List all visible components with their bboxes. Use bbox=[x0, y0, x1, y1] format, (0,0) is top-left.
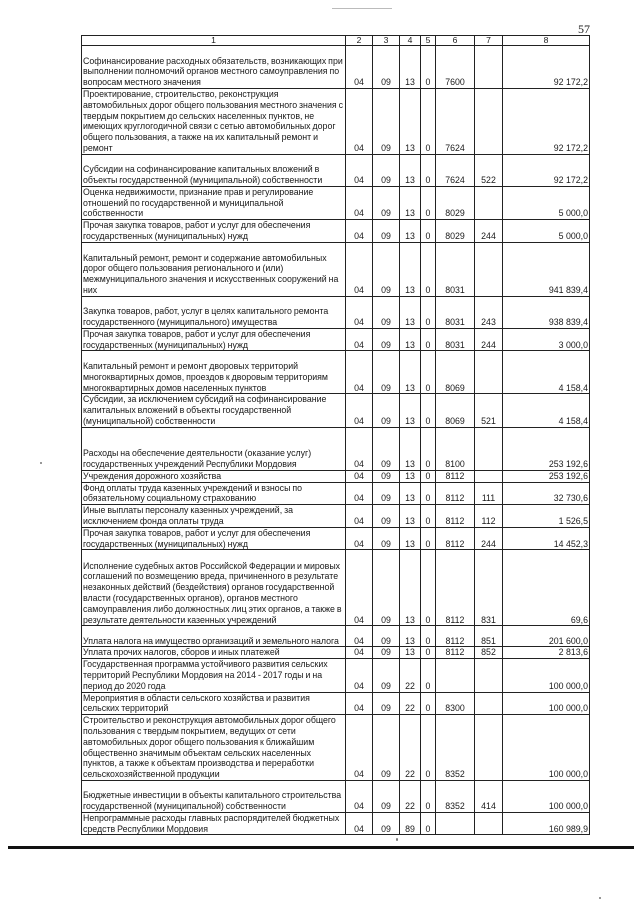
header-col-5: 5 bbox=[421, 36, 436, 46]
row-name: Учреждения дорожного хозяйства bbox=[82, 470, 346, 482]
row-name: Софинансирование расходных обязательств, возникающих при выполнении полномочий органов местного самоуправления по вопросам местного значения bbox=[82, 46, 346, 89]
code-subprogram: 0 bbox=[421, 812, 436, 835]
table-row bbox=[82, 482, 590, 505]
code-program: 22 bbox=[400, 692, 421, 715]
amount-cell: 5 000,0 bbox=[503, 220, 590, 243]
row-name: Исполнение судебных актов Российской Федерации и мировых соглашений по возмещению вреда, причиненного в результате незаконных действий (бездействия) органов государственной власти (государственных органов), органов местного самоуправления либо должностных лиц этих органов, а также в результате деятельности казенных учреждений bbox=[82, 550, 346, 626]
code-expense-type bbox=[475, 659, 503, 692]
amount-cell: 100 000,0 bbox=[503, 715, 590, 781]
table-row bbox=[82, 780, 590, 812]
table-row bbox=[82, 659, 590, 692]
code-section: 04 bbox=[346, 647, 373, 659]
table-row bbox=[82, 812, 590, 835]
table-row bbox=[82, 505, 590, 528]
code-program: 13 bbox=[400, 550, 421, 626]
row-name: Строительство и реконструкция автомобильных дорог общего пользования с твердым покрытием, ведущих от сети автомобильных дорог общего пользования к ближайшим общественно значимым объектам сельских населенных пунктов, а также к объектам производства и переработки сельскохозяйственной продукции bbox=[82, 715, 346, 781]
code-section: 04 bbox=[346, 46, 373, 89]
code-section: 04 bbox=[346, 186, 373, 219]
header-col-3: 3 bbox=[373, 36, 400, 46]
code-section: 04 bbox=[346, 154, 373, 186]
table-row bbox=[82, 328, 590, 351]
code-subsection: 09 bbox=[373, 647, 400, 659]
code-subprogram: 0 bbox=[421, 46, 436, 89]
code-subsection: 09 bbox=[373, 154, 400, 186]
code-program: 13 bbox=[400, 328, 421, 351]
code-expense-type bbox=[475, 46, 503, 89]
code-section: 04 bbox=[346, 220, 373, 243]
table-row bbox=[82, 550, 590, 626]
code-expense-type bbox=[475, 692, 503, 715]
code-subsection: 09 bbox=[373, 46, 400, 89]
code-subsection: 09 bbox=[373, 527, 400, 550]
code-program: 13 bbox=[400, 482, 421, 505]
amount-cell: 4 158,4 bbox=[503, 394, 590, 427]
table-row bbox=[82, 154, 590, 186]
row-name: Уплата налога на имущество организаций и земельного налога bbox=[82, 626, 346, 647]
code-direction: 8112 bbox=[436, 626, 475, 647]
row-name: Закупка товаров, работ, услуг в целях капитального ремонта государственного (муниципального) имущества bbox=[82, 296, 346, 328]
amount-cell: 92 172,2 bbox=[503, 154, 590, 186]
code-expense-type: 414 bbox=[475, 780, 503, 812]
code-expense-type bbox=[475, 470, 503, 482]
code-subsection: 09 bbox=[373, 351, 400, 394]
code-expense-type: 522 bbox=[475, 154, 503, 186]
code-section: 04 bbox=[346, 482, 373, 505]
code-direction: 8112 bbox=[436, 505, 475, 528]
amount-cell: 92 172,2 bbox=[503, 46, 590, 89]
code-expense-type: 831 bbox=[475, 550, 503, 626]
row-name: Фонд оплаты труда казенных учреждений и взносы по обязательному социальному страхованию bbox=[82, 482, 346, 505]
code-direction: 8029 bbox=[436, 186, 475, 219]
table-row bbox=[82, 427, 590, 470]
row-name: Расходы на обеспечение деятельности (оказание услуг) государственных учреждений Республики Мордовия bbox=[82, 427, 346, 470]
code-program: 13 bbox=[400, 470, 421, 482]
code-subprogram: 0 bbox=[421, 550, 436, 626]
code-subsection: 09 bbox=[373, 186, 400, 219]
code-expense-type bbox=[475, 427, 503, 470]
amount-cell: 160 989,9 bbox=[503, 812, 590, 835]
amount-cell: 2 813,6 bbox=[503, 647, 590, 659]
code-subprogram: 0 bbox=[421, 154, 436, 186]
code-section: 04 bbox=[346, 296, 373, 328]
code-subprogram: 0 bbox=[421, 647, 436, 659]
code-direction: 8112 bbox=[436, 550, 475, 626]
row-name: Бюджетные инвестиции в объекты капитального строительства государственной (муниципальной) собственности bbox=[82, 780, 346, 812]
code-section: 04 bbox=[346, 505, 373, 528]
table-row bbox=[82, 220, 590, 243]
code-direction: 8031 bbox=[436, 328, 475, 351]
code-expense-type bbox=[475, 186, 503, 219]
code-direction: 8112 bbox=[436, 527, 475, 550]
code-subsection: 09 bbox=[373, 505, 400, 528]
page-bottom-rule bbox=[8, 846, 634, 849]
table-row bbox=[82, 89, 590, 155]
code-expense-type: 851 bbox=[475, 626, 503, 647]
table-row bbox=[82, 242, 590, 296]
code-expense-type bbox=[475, 715, 503, 781]
table-row bbox=[82, 692, 590, 715]
amount-cell: 69,6 bbox=[503, 550, 590, 626]
amount-cell: 32 730,6 bbox=[503, 482, 590, 505]
code-expense-type: 852 bbox=[475, 647, 503, 659]
header-col-1: 1 bbox=[82, 36, 346, 46]
code-program: 13 bbox=[400, 527, 421, 550]
row-name: Капитальный ремонт, ремонт и содержание автомобильных дорог общего пользования регионального и (или) межмуниципального значения и искусственных сооружений на них bbox=[82, 242, 346, 296]
row-name: Субсидии, за исключением субсидий на софинансирование капитальных вложений в объекты государственной (муниципальной) собственности bbox=[82, 394, 346, 427]
code-expense-type: 243 bbox=[475, 296, 503, 328]
code-program: 13 bbox=[400, 427, 421, 470]
row-name: Иные выплаты персоналу казенных учреждений, за исключением фонда оплаты труда bbox=[82, 505, 346, 528]
code-expense-type bbox=[475, 242, 503, 296]
code-subprogram: 0 bbox=[421, 527, 436, 550]
code-section: 04 bbox=[346, 527, 373, 550]
scan-speck bbox=[396, 838, 398, 841]
code-program: 13 bbox=[400, 242, 421, 296]
code-section: 04 bbox=[346, 242, 373, 296]
amount-cell: 253 192,6 bbox=[503, 470, 590, 482]
code-expense-type: 244 bbox=[475, 328, 503, 351]
row-name: Уплата прочих налогов, сборов и иных платежей bbox=[82, 647, 346, 659]
code-expense-type bbox=[475, 89, 503, 155]
table-row bbox=[82, 626, 590, 647]
header-col-4: 4 bbox=[400, 36, 421, 46]
table-row bbox=[82, 527, 590, 550]
code-subsection: 09 bbox=[373, 427, 400, 470]
code-direction: 8112 bbox=[436, 482, 475, 505]
amount-cell: 100 000,0 bbox=[503, 659, 590, 692]
row-name: Прочая закупка товаров, работ и услуг для обеспечения государственных (муниципальных) нужд bbox=[82, 527, 346, 550]
code-direction: 7600 bbox=[436, 46, 475, 89]
code-subprogram: 0 bbox=[421, 692, 436, 715]
code-program: 22 bbox=[400, 659, 421, 692]
header-col-2: 2 bbox=[346, 36, 373, 46]
row-name: Прочая закупка товаров, работ и услуг для обеспечения государственных (муниципальных) нужд bbox=[82, 220, 346, 243]
code-subsection: 09 bbox=[373, 626, 400, 647]
code-subprogram: 0 bbox=[421, 482, 436, 505]
code-subprogram: 0 bbox=[421, 220, 436, 243]
amount-cell: 3 000,0 bbox=[503, 328, 590, 351]
row-name: Непрограммные расходы главных распорядителей бюджетных средств Республики Мордовия bbox=[82, 812, 346, 835]
table-row bbox=[82, 296, 590, 328]
code-direction: 8112 bbox=[436, 470, 475, 482]
page-number: 57 bbox=[578, 22, 590, 36]
code-direction: 7624 bbox=[436, 89, 475, 155]
code-program: 13 bbox=[400, 186, 421, 219]
table-row bbox=[82, 647, 590, 659]
amount-cell: 201 600,0 bbox=[503, 626, 590, 647]
row-name: Мероприятия в области сельского хозяйства и развития сельских территорий bbox=[82, 692, 346, 715]
code-subsection: 09 bbox=[373, 659, 400, 692]
code-expense-type: 112 bbox=[475, 505, 503, 528]
code-expense-type: 244 bbox=[475, 527, 503, 550]
amount-cell: 941 839,4 bbox=[503, 242, 590, 296]
scan-speck bbox=[599, 897, 601, 899]
code-subsection: 09 bbox=[373, 715, 400, 781]
code-program: 13 bbox=[400, 626, 421, 647]
header-col-6: 6 bbox=[436, 36, 475, 46]
code-program: 13 bbox=[400, 647, 421, 659]
code-direction: 8112 bbox=[436, 647, 475, 659]
code-subsection: 09 bbox=[373, 242, 400, 296]
scan-speck bbox=[332, 8, 392, 9]
header-col-8: 8 bbox=[503, 36, 590, 46]
code-subsection: 09 bbox=[373, 220, 400, 243]
code-section: 04 bbox=[346, 550, 373, 626]
code-subprogram: 0 bbox=[421, 470, 436, 482]
code-direction: 8031 bbox=[436, 242, 475, 296]
code-expense-type: 111 bbox=[475, 482, 503, 505]
code-program: 13 bbox=[400, 220, 421, 243]
table-row bbox=[82, 46, 590, 89]
amount-cell: 253 192,6 bbox=[503, 427, 590, 470]
amount-cell: 100 000,0 bbox=[503, 780, 590, 812]
code-direction: 8352 bbox=[436, 715, 475, 781]
code-expense-type bbox=[475, 812, 503, 835]
code-direction: 8352 bbox=[436, 780, 475, 812]
code-subprogram: 0 bbox=[421, 394, 436, 427]
scan-speck bbox=[40, 462, 42, 464]
code-subprogram: 0 bbox=[421, 89, 436, 155]
row-name: Оценка недвижимости, признание прав и регулирование отношений по государственной и муниципальной собственности bbox=[82, 186, 346, 219]
code-subprogram: 0 bbox=[421, 296, 436, 328]
code-subprogram: 0 bbox=[421, 242, 436, 296]
code-program: 22 bbox=[400, 780, 421, 812]
amount-cell: 5 000,0 bbox=[503, 186, 590, 219]
code-section: 04 bbox=[346, 470, 373, 482]
code-direction: 7624 bbox=[436, 154, 475, 186]
code-subprogram: 0 bbox=[421, 780, 436, 812]
code-subsection: 09 bbox=[373, 296, 400, 328]
code-subprogram: 0 bbox=[421, 351, 436, 394]
table-row bbox=[82, 394, 590, 427]
code-subsection: 09 bbox=[373, 812, 400, 835]
code-program: 22 bbox=[400, 715, 421, 781]
code-subsection: 09 bbox=[373, 394, 400, 427]
amount-cell: 14 452,3 bbox=[503, 527, 590, 550]
amount-cell: 92 172,2 bbox=[503, 89, 590, 155]
code-program: 13 bbox=[400, 351, 421, 394]
table-row bbox=[82, 351, 590, 394]
code-subprogram: 0 bbox=[421, 186, 436, 219]
code-subsection: 09 bbox=[373, 550, 400, 626]
code-section: 04 bbox=[346, 427, 373, 470]
code-section: 04 bbox=[346, 89, 373, 155]
code-program: 89 bbox=[400, 812, 421, 835]
code-direction: 8031 bbox=[436, 296, 475, 328]
code-subsection: 09 bbox=[373, 89, 400, 155]
row-name: Государственная программа устойчивого развития сельских территорий Республики Мордовия на 2014 - 2017 годы и на период до 2020 года bbox=[82, 659, 346, 692]
code-section: 04 bbox=[346, 812, 373, 835]
table-row bbox=[82, 715, 590, 781]
amount-cell: 4 158,4 bbox=[503, 351, 590, 394]
code-direction bbox=[436, 659, 475, 692]
code-section: 04 bbox=[346, 659, 373, 692]
row-name: Субсидии на софинансирование капитальных вложений в объекты государственной (муниципальной) собственности bbox=[82, 154, 346, 186]
code-subsection: 09 bbox=[373, 470, 400, 482]
code-subprogram: 0 bbox=[421, 715, 436, 781]
code-direction: 8069 bbox=[436, 351, 475, 394]
code-section: 04 bbox=[346, 351, 373, 394]
code-direction: 8300 bbox=[436, 692, 475, 715]
code-subsection: 09 bbox=[373, 780, 400, 812]
code-program: 13 bbox=[400, 296, 421, 328]
code-direction bbox=[436, 812, 475, 835]
code-subprogram: 0 bbox=[421, 626, 436, 647]
row-name: Проектирование, строительство, реконструкция автомобильных дорог общего пользования местного значения с твердым покрытием до сельских населенных пунктов, не имеющих круглогодичной связи с сетью автомобильных дорог общего пользования, а также на их капитальный ремонт и ремонт bbox=[82, 89, 346, 155]
code-subprogram: 0 bbox=[421, 427, 436, 470]
header-col-7: 7 bbox=[475, 36, 503, 46]
code-section: 04 bbox=[346, 692, 373, 715]
row-name: Прочая закупка товаров, работ и услуг для обеспечения государственных (муниципальных) нужд bbox=[82, 328, 346, 351]
budget-table bbox=[81, 35, 590, 835]
row-name: Капитальный ремонт и ремонт дворовых территорий многоквартирных домов, проездов к дворовым территориям многоквартирных домов населенных пунктов bbox=[82, 351, 346, 394]
table-row bbox=[82, 186, 590, 219]
code-section: 04 bbox=[346, 780, 373, 812]
code-subprogram: 0 bbox=[421, 505, 436, 528]
code-subprogram: 0 bbox=[421, 659, 436, 692]
amount-cell: 100 000,0 bbox=[503, 692, 590, 715]
code-program: 13 bbox=[400, 154, 421, 186]
code-program: 13 bbox=[400, 89, 421, 155]
code-program: 13 bbox=[400, 394, 421, 427]
code-section: 04 bbox=[346, 715, 373, 781]
amount-cell: 938 839,4 bbox=[503, 296, 590, 328]
code-expense-type: 521 bbox=[475, 394, 503, 427]
code-direction: 8100 bbox=[436, 427, 475, 470]
code-subsection: 09 bbox=[373, 482, 400, 505]
code-direction: 8029 bbox=[436, 220, 475, 243]
code-program: 13 bbox=[400, 505, 421, 528]
code-direction: 8069 bbox=[436, 394, 475, 427]
code-expense-type: 244 bbox=[475, 220, 503, 243]
code-section: 04 bbox=[346, 328, 373, 351]
code-section: 04 bbox=[346, 394, 373, 427]
table-row bbox=[82, 470, 590, 482]
header-row bbox=[82, 36, 590, 46]
amount-cell: 1 526,5 bbox=[503, 505, 590, 528]
code-expense-type bbox=[475, 351, 503, 394]
code-subsection: 09 bbox=[373, 692, 400, 715]
code-subprogram: 0 bbox=[421, 328, 436, 351]
code-section: 04 bbox=[346, 626, 373, 647]
code-program: 13 bbox=[400, 46, 421, 89]
code-subsection: 09 bbox=[373, 328, 400, 351]
